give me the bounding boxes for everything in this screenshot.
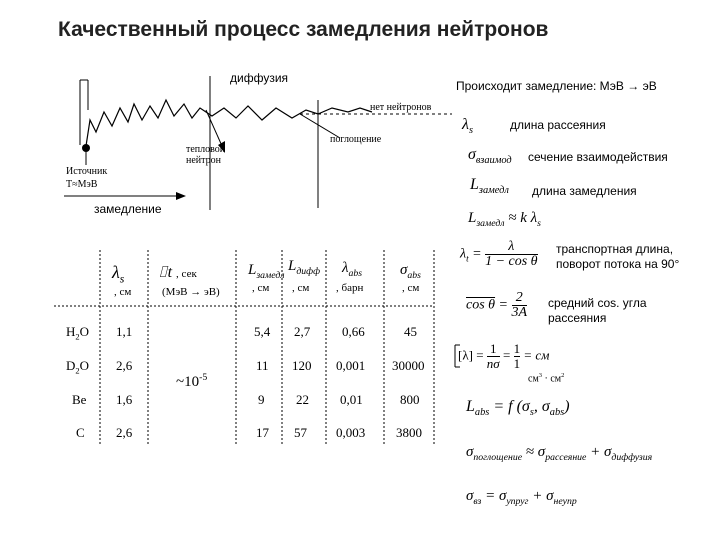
header-L-diff-unit: , см (292, 282, 310, 294)
row-L-diff: 120 (292, 358, 312, 373)
row-material: $D_2O$ (66, 358, 89, 376)
cos-label-line1: средний cos. угла (548, 296, 647, 310)
row-lambda-s: 1,1 (116, 324, 133, 339)
cos-label-line2: рассеяния (548, 311, 607, 325)
row-lambda-s: 2,6 (116, 425, 133, 440)
sigma-interact-symbol: $\sigma_{взаимод}$ (468, 146, 512, 167)
cos-formula: cos θ = $\frac{2}{3A}$ (466, 290, 528, 320)
header-lambda-s-unit: , см (114, 286, 132, 298)
cm-units-sub: $см^3 \cdot см^2$ (528, 372, 565, 385)
row-sigma-abs: 30000 (392, 358, 425, 373)
header-lambda-s: $\lambda_s$ (112, 262, 125, 286)
page-title: Качественный процесс замедления нейтронов (58, 18, 549, 41)
time-value: $\sim 10^{-5}$ (176, 372, 208, 390)
transport-label-line2: поворот потока на 90° (556, 257, 680, 271)
row-lambda-s: 2,6 (116, 358, 133, 373)
source-label-line2: Т≈МэВ (66, 179, 98, 190)
row-L-slowing: 9 (258, 392, 265, 407)
L-approx-formula: $L_{замедл} \approx k$ $\lambda_s$ (468, 210, 541, 229)
header-L-slowing: $L_{замедл}$ (248, 262, 285, 281)
row-lambda-abs: 0,66 (342, 324, 365, 339)
header-time: ⌷t , сек (158, 264, 197, 281)
row-sigma-abs: 3800 (396, 425, 422, 440)
row-lambda-abs: 0,003 (336, 425, 366, 440)
row-L-diff: 57 (294, 425, 307, 440)
lambda-units-formula: [λ] = $\frac{1}{n\sigma}$ = $\frac{1}{1}$ = см (458, 341, 550, 371)
source-label-line1: Источник (66, 166, 108, 177)
row-material: Be (72, 392, 87, 407)
row-sigma-abs: 45 (404, 324, 417, 339)
sigma-interaction-formula: $\sigma_{вз} = \sigma_{упруг} + \sigma_{неупр}$ (466, 488, 577, 507)
lambda-s-symbol: $\lambda_s$ (462, 116, 473, 137)
row-material: $H_2O$ (66, 324, 89, 342)
header-time-unit: (МэВ → эВ) (162, 286, 220, 298)
diffusion-label: диффузия (230, 71, 289, 85)
row-L-diff: 22 (296, 392, 309, 407)
row-sigma-abs: 800 (400, 392, 420, 407)
row-lambda-abs: 0,01 (340, 392, 363, 407)
transport-label-line1: транспортная длина, (556, 242, 674, 256)
thermal-neutron-label: тепловой нейтрон (186, 144, 226, 166)
slowing-label: замедление (94, 202, 162, 216)
slowing-length-label: длина замедления (532, 184, 637, 198)
header-L-diff: $L_{дифф}$ (288, 258, 320, 277)
header-lambda-abs-unit: , барн (336, 282, 364, 294)
absorption-label: поглощение (330, 134, 382, 145)
scatter-length-label: длина рассеяния (510, 118, 606, 132)
no-neutrons-label: нет нейтронов (370, 102, 432, 113)
row-lambda-abs: 0,001 (336, 358, 366, 373)
row-L-slowing: 17 (256, 425, 269, 440)
header-sigma-abs-unit: , см (402, 282, 420, 294)
cross-section-label: сечение взаимодействия (528, 150, 668, 164)
sigma-absorption-formula: $\sigma_{поглощение} \approx \sigma_{рассеяние} + \sigma_{диффузия}$ (466, 444, 653, 463)
row-L-slowing: 11 (256, 358, 269, 373)
header-sigma-abs: $\sigma_{abs}$ (400, 262, 421, 281)
row-lambda-s: 1,6 (116, 392, 133, 407)
transport-formula: $\lambda_t$ = $\frac{\lambda}{\text{1 − cos θ}}$ (460, 239, 538, 269)
L-abs-formula: $L_{abs} = f$ ($\sigma_s$, $\sigma_{abs}$) (466, 398, 570, 419)
row-L-slowing: 5,4 (254, 324, 271, 339)
row-L-diff: 2,7 (294, 324, 311, 339)
process-text: Происходит замедление: МэВ → эВ (456, 79, 657, 93)
L-slowing-symbol: $L_{замедл}$ (470, 176, 509, 197)
header-L-slowing-unit: , см (252, 282, 270, 294)
row-material: C (76, 425, 85, 440)
header-lambda-abs: $\lambda_{abs}$ (342, 260, 363, 279)
